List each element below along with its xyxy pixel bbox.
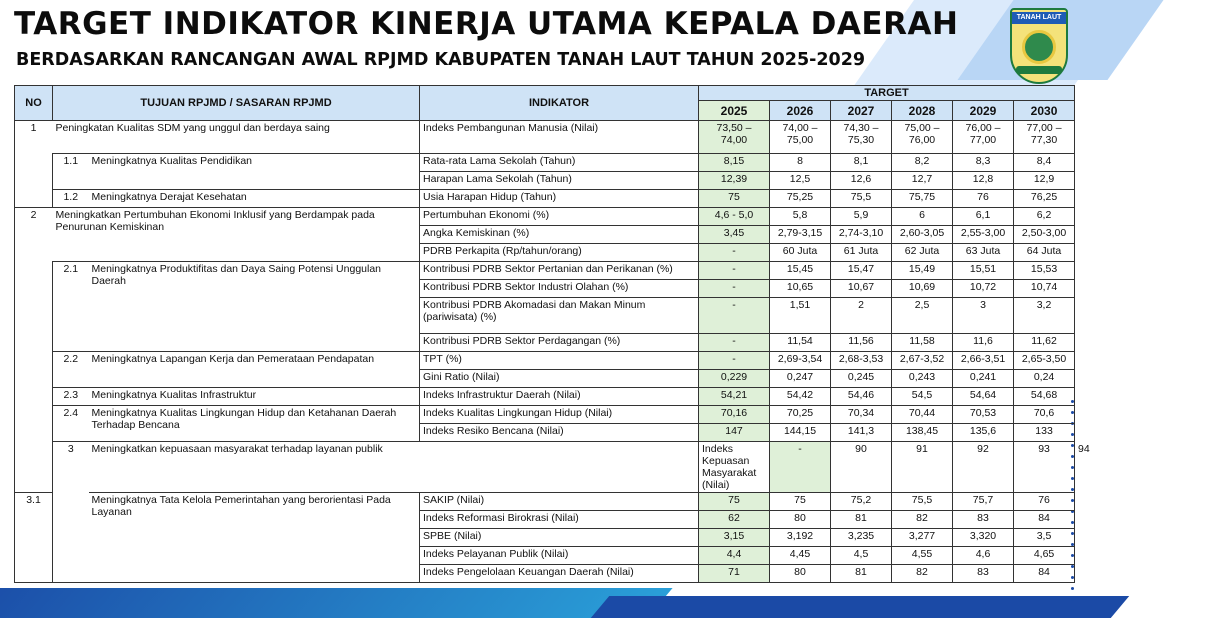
target-value: 8,4	[1014, 154, 1075, 172]
indicator-name: Usia Harapan Hidup (Tahun)	[420, 190, 699, 208]
indicator-name: Indeks Pengelolaan Keuangan Daerah (Nilai)	[420, 565, 699, 583]
target-value: 75,2	[831, 493, 892, 511]
target-value: 75,5	[831, 190, 892, 208]
sasaran-number: 2.4	[53, 406, 89, 442]
page-title: TARGET INDIKATOR KINERJA UTAMA KEPALA DAERAH	[14, 6, 959, 42]
target-value: 76	[953, 190, 1014, 208]
table-row	[15, 388, 1075, 406]
indicator-name: SPBE (Nilai)	[420, 529, 699, 547]
target-value: 15,45	[770, 262, 831, 280]
target-2025: -	[699, 244, 770, 262]
target-value: 2,5	[892, 298, 953, 334]
target-value: 15,51	[953, 262, 1014, 280]
target-value: 2,55-3,00	[953, 226, 1014, 244]
target-2025: 12,39	[699, 172, 770, 190]
target-value: 12,9	[1014, 172, 1075, 190]
target-value: 15,53	[1014, 262, 1075, 280]
target-value: 91	[892, 442, 953, 493]
target-value: 138,45	[892, 424, 953, 442]
target-value: 2,67-3,52	[892, 352, 953, 370]
target-value: 11,54	[770, 334, 831, 352]
indicator-name: SAKIP (Nilai)	[420, 493, 699, 511]
target-2025: 54,21	[699, 388, 770, 406]
target-value: 11,62	[1014, 334, 1075, 352]
target-value: 76,00 – 77,00	[953, 121, 1014, 154]
target-value: 63 Juta	[953, 244, 1014, 262]
target-value: 54,46	[831, 388, 892, 406]
regency-logo	[1010, 8, 1068, 84]
target-value: 54,68	[1014, 388, 1075, 406]
target-value: 8,1	[831, 154, 892, 172]
header-year: 2030	[1014, 101, 1075, 121]
target-value: 10,72	[953, 280, 1014, 298]
indicator-name: Kontribusi PDRB Akomadasi dan Makan Minum (pariwisata) (%)	[420, 298, 699, 334]
indicator-name: Indeks Pelayanan Publik (Nilai)	[420, 547, 699, 565]
target-value: 6,1	[953, 208, 1014, 226]
target-value: 70,53	[953, 406, 1014, 424]
target-value: 2,79-3,15	[770, 226, 831, 244]
table-row	[15, 121, 1075, 154]
sasaran-number: 1.1	[53, 154, 89, 190]
target-value: 4,5	[831, 547, 892, 565]
target-value: 93	[1014, 442, 1075, 493]
target-value: 76,25	[1014, 190, 1075, 208]
target-value: 83	[953, 565, 1014, 583]
decor-stripe-bottom	[0, 588, 673, 618]
header-tujuan: TUJUAN RPJMD / SASARAN RPJMD	[53, 86, 420, 121]
indicator-name: Gini Ratio (Nilai)	[420, 370, 699, 388]
target-value: 80	[770, 511, 831, 529]
target-2025: -	[699, 280, 770, 298]
target-value: 70,44	[892, 406, 953, 424]
target-value: 75	[770, 493, 831, 511]
target-value: 5,8	[770, 208, 831, 226]
table-row: 3 Meningkatkan kepuasaan masyarakat terhadap layanan publik Indeks Kepuasan Masyarakat (Nilai) - 90 91 92 93 94	[15, 442, 1075, 493]
target-2025: -	[699, 262, 770, 280]
sasaran-text: Meningkatnya Kualitas Lingkungan Hidup dan Ketahanan Daerah Terhadap Bencana	[89, 406, 420, 442]
target-value: 6	[892, 208, 953, 226]
tujuan-number: 3	[53, 442, 89, 583]
target-value: 2,69-3,54	[770, 352, 831, 370]
indicator-name: Rata-rata Lama Sekolah (Tahun)	[420, 154, 699, 172]
header-target: TARGET	[699, 86, 1075, 101]
target-value: 74,30 – 75,30	[831, 121, 892, 154]
target-value: 61 Juta	[831, 244, 892, 262]
target-value: 75,75	[892, 190, 953, 208]
target-2025: -	[770, 442, 831, 493]
target-value: 3,277	[892, 529, 953, 547]
target-value: 54,64	[953, 388, 1014, 406]
target-value: 3,320	[953, 529, 1014, 547]
target-value: 135,6	[953, 424, 1014, 442]
target-value: 2,65-3,50	[1014, 352, 1075, 370]
indicator-name: Pertumbuhan Ekonomi (%)	[420, 208, 699, 226]
target-2025: 3,45	[699, 226, 770, 244]
target-value: 64 Juta	[1014, 244, 1075, 262]
header-year: 2028	[892, 101, 953, 121]
target-2025: -	[699, 352, 770, 370]
target-value: 6,2	[1014, 208, 1075, 226]
target-value: 84	[1014, 511, 1075, 529]
sasaran-text: Meningkatnya Kualitas Infrastruktur	[89, 388, 420, 406]
sasaran-text: Meningkatnya Produktifitas dan Daya Saing Potensi Unggulan Daerah	[89, 262, 420, 352]
target-value: 84	[1014, 565, 1075, 583]
target-value: 92	[953, 442, 1014, 493]
table-row	[15, 208, 1075, 226]
logo-ribbon-icon	[1016, 66, 1062, 74]
target-value: 4,6	[953, 547, 1014, 565]
target-value: 141,3	[831, 424, 892, 442]
target-2025: 71	[699, 565, 770, 583]
target-value: 3,235	[831, 529, 892, 547]
target-value: 75,7	[953, 493, 1014, 511]
logo-emblem-icon	[1022, 30, 1056, 64]
target-value: 2,66-3,51	[953, 352, 1014, 370]
decor-stripe-bottom-right	[591, 596, 1129, 618]
tujuan-text: Meningkatkan kepuasaan masyarakat terhadap layanan publik	[89, 442, 699, 493]
indicator-name: TPT (%)	[420, 352, 699, 370]
header-no: NO	[15, 86, 53, 121]
target-value: 82	[892, 511, 953, 529]
target-value: 12,8	[953, 172, 1014, 190]
target-value: 0,243	[892, 370, 953, 388]
target-2025: 62	[699, 511, 770, 529]
target-value: 8,2	[892, 154, 953, 172]
target-value: 0,247	[770, 370, 831, 388]
header-year: 2026	[770, 101, 831, 121]
table-row	[15, 190, 1075, 208]
header-indikator: INDIKATOR	[420, 86, 699, 121]
target-value: 76	[1014, 493, 1075, 511]
target-value: 83	[953, 511, 1014, 529]
target-value: 12,5	[770, 172, 831, 190]
target-value: 80	[770, 565, 831, 583]
indicator-name: Indeks Pembangunan Manusia (Nilai)	[420, 121, 699, 154]
sasaran-number: 3.1	[15, 493, 53, 583]
logo-text: TANAH LAUT	[1012, 12, 1066, 24]
target-value: 10,65	[770, 280, 831, 298]
target-value: 5,9	[831, 208, 892, 226]
target-value: 54,5	[892, 388, 953, 406]
target-value: 1,51	[770, 298, 831, 334]
target-value: 15,49	[892, 262, 953, 280]
indicator-name: Kontribusi PDRB Sektor Industri Olahan (%)	[420, 280, 699, 298]
target-value: 144,15	[770, 424, 831, 442]
target-value: 77,00 – 77,30	[1014, 121, 1075, 154]
target-value: 133	[1014, 424, 1075, 442]
table-row	[15, 406, 1075, 424]
target-table	[14, 85, 1090, 583]
target-value: 11,56	[831, 334, 892, 352]
table-row	[15, 262, 1075, 280]
table-row	[15, 352, 1075, 370]
target-value: 62 Juta	[892, 244, 953, 262]
indicator-name: Indeks Kualitas Lingkungan Hidup (Nilai)	[420, 406, 699, 424]
target-2025: 0,229	[699, 370, 770, 388]
indicator-name: Indeks Kepuasan Masyarakat (Nilai)	[699, 442, 770, 493]
target-2025: 4,4	[699, 547, 770, 565]
target-value: 70,6	[1014, 406, 1075, 424]
target-value: 70,34	[831, 406, 892, 424]
target-value: 10,67	[831, 280, 892, 298]
table-row	[15, 493, 1075, 511]
target-value: 3,5	[1014, 529, 1075, 547]
indicator-name: Indeks Infrastruktur Daerah (Nilai)	[420, 388, 699, 406]
table-row	[15, 154, 1075, 172]
target-2025: 4,6 - 5,0	[699, 208, 770, 226]
target-value: 75,00 – 76,00	[892, 121, 953, 154]
target-value: 70,25	[770, 406, 831, 424]
target-value: 75,5	[892, 493, 953, 511]
target-2025: 75	[699, 190, 770, 208]
tujuan-number: 2	[15, 208, 53, 493]
target-value: 4,45	[770, 547, 831, 565]
target-value: 82	[892, 565, 953, 583]
target-value: 2,50-3,00	[1014, 226, 1075, 244]
target-value: 54,42	[770, 388, 831, 406]
sasaran-number: 2.2	[53, 352, 89, 388]
target-value: 10,74	[1014, 280, 1075, 298]
target-2025: 147	[699, 424, 770, 442]
target-value: 0,24	[1014, 370, 1075, 388]
target-value: 12,7	[892, 172, 953, 190]
target-value: 3,192	[770, 529, 831, 547]
indicator-name: Indeks Resiko Bencana (Nilai)	[420, 424, 699, 442]
target-value: 11,58	[892, 334, 953, 352]
target-value: 2	[831, 298, 892, 334]
target-value: 74,00 – 75,00	[770, 121, 831, 154]
tujuan-text: Peningkatan Kualitas SDM yang unggul dan berdaya saing	[53, 121, 420, 154]
sasaran-text: Meningkatnya Tata Kelola Pemerintahan yang berorientasi Pada Layanan	[89, 493, 420, 583]
target-value: 8,3	[953, 154, 1014, 172]
target-2025: 75	[699, 493, 770, 511]
target-value: 60 Juta	[770, 244, 831, 262]
page-subtitle: BERDASARKAN RANCANGAN AWAL RPJMD KABUPATEN TANAH LAUT TAHUN 2025-2029	[16, 50, 866, 70]
target-value: 10,69	[892, 280, 953, 298]
target-value: 3,2	[1014, 298, 1075, 334]
tujuan-text: Meningkatkan Pertumbuhan Ekonomi Inklusif yang Berdampak pada Penurunan Kemiskinan	[53, 208, 420, 262]
target-value: 8	[770, 154, 831, 172]
target-value: 4,65	[1014, 547, 1075, 565]
indicator-name: PDRB Perkapita (Rp/tahun/orang)	[420, 244, 699, 262]
target-value: 11,6	[953, 334, 1014, 352]
header-year: 2025	[699, 101, 770, 121]
sasaran-text: Meningkatnya Kualitas Pendidikan	[89, 154, 420, 190]
sasaran-text: Meningkatnya Derajat Kesehatan	[89, 190, 420, 208]
target-2025: 70,16	[699, 406, 770, 424]
target-value: 2,60-3,05	[892, 226, 953, 244]
indicator-name: Indeks Reformasi Birokrasi (Nilai)	[420, 511, 699, 529]
target-value: 2,74-3,10	[831, 226, 892, 244]
sasaran-text: Meningkatnya Lapangan Kerja dan Pemerataan Pendapatan	[89, 352, 420, 388]
header-year: 2029	[953, 101, 1014, 121]
target-value: 2,68-3,53	[831, 352, 892, 370]
indicator-name: Angka Kemiskinan (%)	[420, 226, 699, 244]
target-value: 81	[831, 565, 892, 583]
header-year: 2027	[831, 101, 892, 121]
indicator-name: Kontribusi PDRB Sektor Perdagangan (%)	[420, 334, 699, 352]
sasaran-number: 2.3	[53, 388, 89, 406]
target-2025: 73,50 – 74,00	[699, 121, 770, 154]
target-value: 75,25	[770, 190, 831, 208]
indicator-name: Harapan Lama Sekolah (Tahun)	[420, 172, 699, 190]
indicator-name: Kontribusi PDRB Sektor Pertanian dan Perikanan (%)	[420, 262, 699, 280]
target-value: 12,6	[831, 172, 892, 190]
target-value: 81	[831, 511, 892, 529]
target-2025: -	[699, 334, 770, 352]
target-value: 0,241	[953, 370, 1014, 388]
target-2025: -	[699, 298, 770, 334]
target-value: 3	[953, 298, 1014, 334]
tujuan-number: 1	[15, 121, 53, 208]
sasaran-number: 2.1	[53, 262, 89, 352]
target-value: 4,55	[892, 547, 953, 565]
target-value: 15,47	[831, 262, 892, 280]
sasaran-number: 1.2	[53, 190, 89, 208]
target-2025: 8,15	[699, 154, 770, 172]
target-2025: 3,15	[699, 529, 770, 547]
target-value: 90	[831, 442, 892, 493]
target-value: 0,245	[831, 370, 892, 388]
